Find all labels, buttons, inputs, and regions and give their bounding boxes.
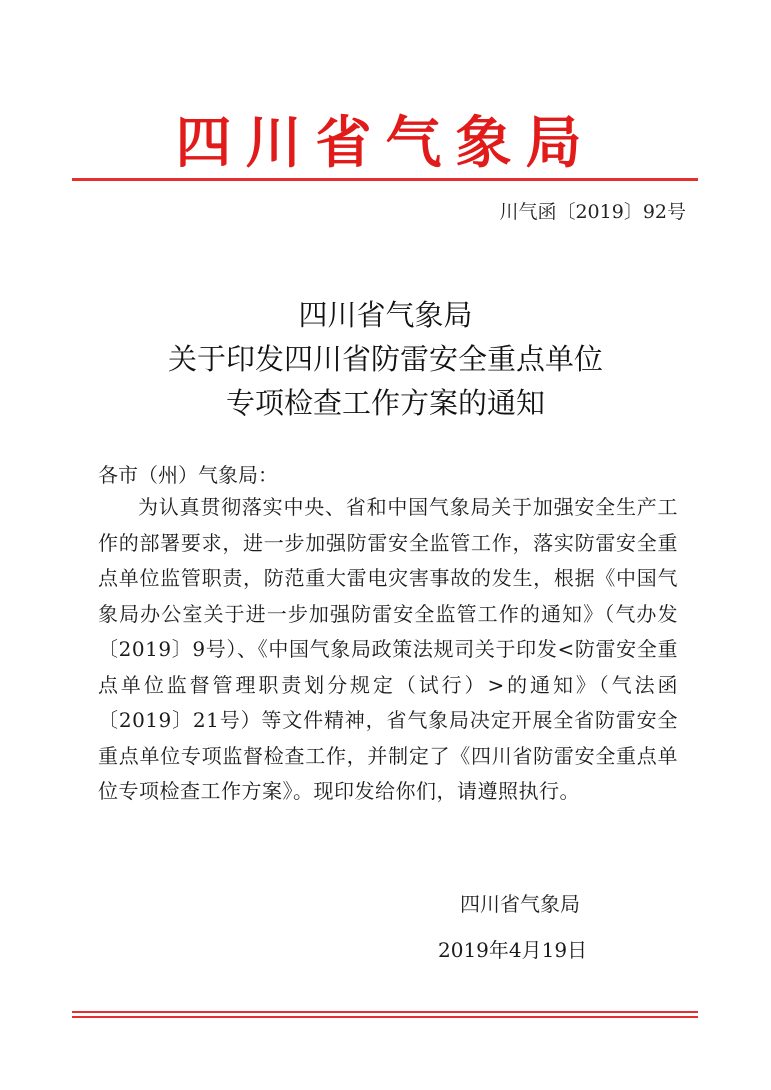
signature-date: 2019年4月19日 [438, 938, 588, 962]
body-paragraph: 为认真贯彻落实中央、省和中国气象局关于加强安全生产工作的部署要求，进一步加强防雷安全监管工作，落实防雷安全重点单位监管职责，防范重大雷电灾害事故的发生，根据《中国气象局办公室关于进一步加强防雷安全监管工作的通知》（气办发〔2019〕9号）、《中国气象局政策法规司关于印发<防雷安全重点单位监督管理职责划分规定（试行）>的通知》（气法函〔2019〕21号）等文件精神，省气象局决定开展全省防雷安全重点单位专项监督检查工作，并制定了《四川省防雷安全重点单位专项检查工作方案》。现印发给你们，请遵照执行。 [98, 495, 678, 803]
letterhead-divider [72, 178, 698, 181]
notice-title-line-3: 专项检查工作方案的通知 [225, 386, 545, 420]
signature-organization: 四川省气象局 [460, 892, 580, 916]
notice-title-line-2: 关于印发四川省防雷安全重点单位 [167, 342, 603, 376]
footer-divider-bottom [72, 1016, 698, 1018]
letterhead-title: 四川省气象局 [175, 111, 596, 176]
salutation: 各市（州）气象局： [98, 463, 278, 487]
notice-title [0, 293, 771, 425]
footer-divider-top [72, 1011, 698, 1013]
document-number: 川气函〔2019〕92号 [499, 201, 686, 223]
notice-title-line-1: 四川省气象局 [298, 298, 473, 332]
